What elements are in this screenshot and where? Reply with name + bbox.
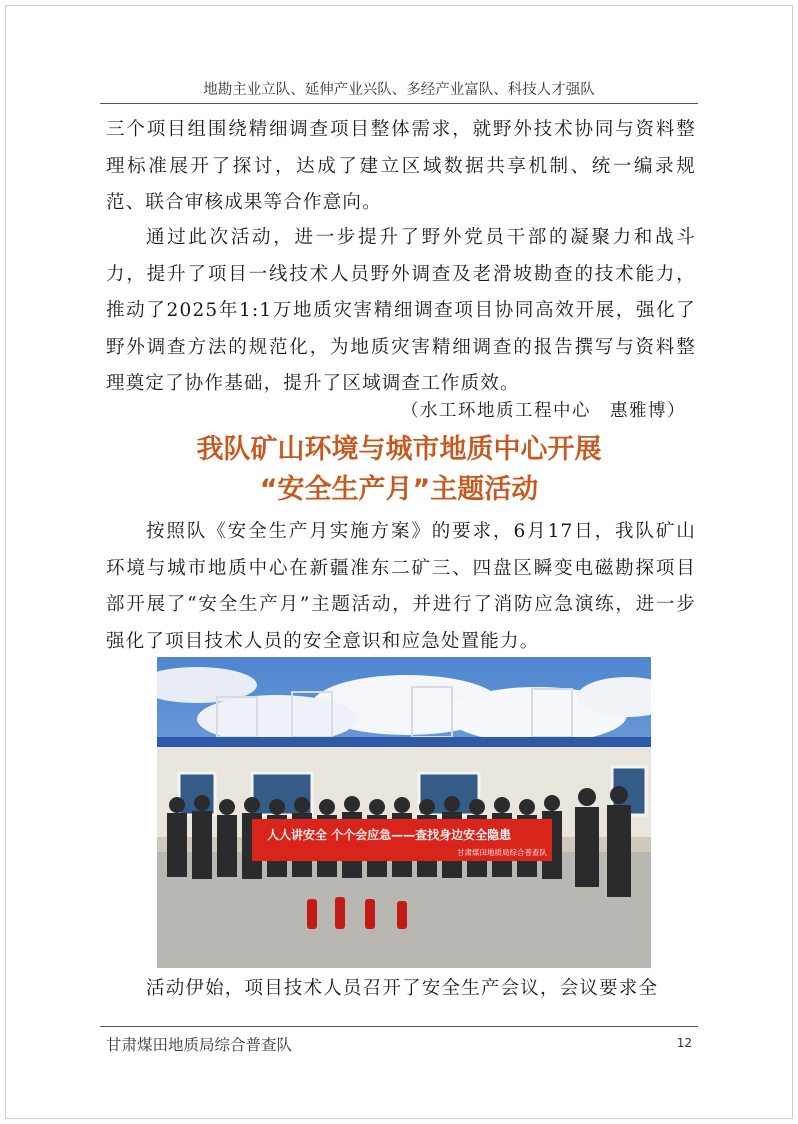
event-photo xyxy=(157,657,651,968)
page-number: 12 xyxy=(676,1036,692,1050)
paragraph-results: 通过此次活动，进一步提升了野外党员干部的凝聚力和战斗力，提升了项目一线技术人员野外调查及老滑坡勘查的技术能力，推动了2025年1:1万地质灾害精细调查项目协同高效开展，强化了野外调查方法的规范化，为地质灾害精细调查的报告撰写与资料整理奠定了协作基础，提升了区域调查工作质效。 xyxy=(106,227,696,394)
event-photo-scene xyxy=(157,657,651,968)
byline: （水工环地质工程中心 惠雅博） xyxy=(401,401,686,421)
paragraph-continued: 三个项目组围绕精细调查项目整体需求，就野外技术协同与资料整理标准展开了探讨，达成了建立区域数据共享机制、统一编录规范、联合审核成果等合作意向。 xyxy=(106,119,696,213)
footer-organization: 甘肃煤田地质局综合普查队 xyxy=(106,1036,293,1054)
banner-sub-text: 甘肃煤田地质局综合普查队 xyxy=(457,848,547,857)
banner-main-text: 人人讲安全 个个会应急——查找身边安全隐患 xyxy=(267,828,512,842)
article-title-line-2: “安全生产月”主题活动 xyxy=(259,474,539,505)
running-header: 地勘主业立队、延伸产业兴队、多经产业富队、科技人才强队 xyxy=(203,82,595,98)
paragraph-intro: 按照队《安全生产月实施方案》的要求，6月17日，我队矿山环境与城市地质中心在新疆准东二矿三、四盘区瞬变电磁勘探项目部开展了“安全生产月”主题活动，并进行了消防应急演练，进一步强化了项目技术人员的安全意识和应急处置能力。 xyxy=(106,521,696,652)
footer-rule xyxy=(100,1026,698,1027)
article-title xyxy=(100,430,698,510)
header-rule xyxy=(100,103,698,104)
paragraph-meeting: 活动伊始，项目技术人员召开了安全生产会议，会议要求全 xyxy=(146,978,659,999)
article-title-line-1: 我队矿山环境与城市地质中心开展 xyxy=(196,434,602,465)
